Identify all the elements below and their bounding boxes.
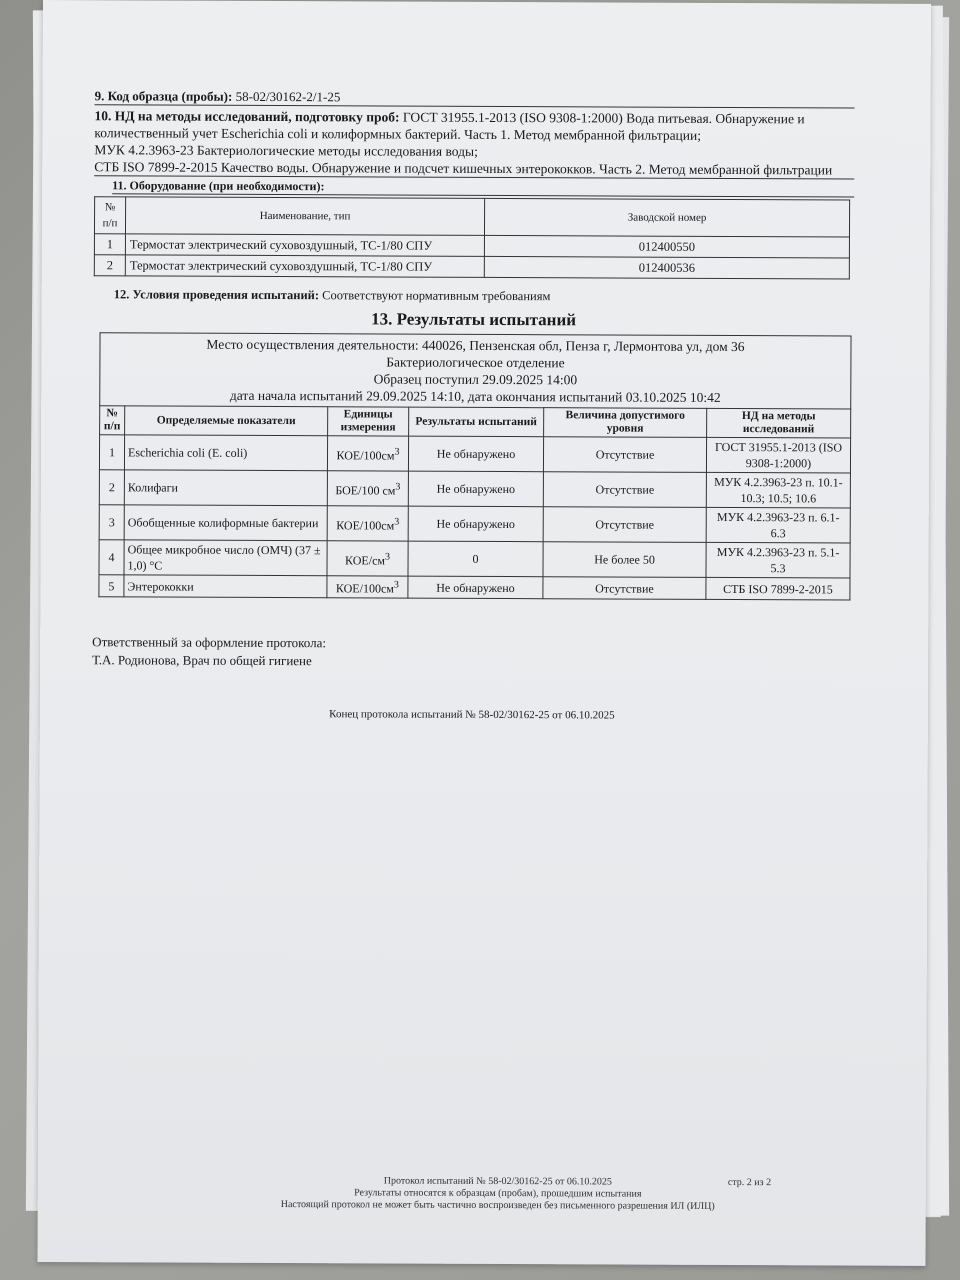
result-method: ГОСТ 31955.1-2013 (ISO 9308-1:2000) — [706, 437, 850, 473]
result-num: 2 — [99, 470, 124, 505]
footer-protocol: Протокол испытаний № 58-02/30162-25 от 06.10.2025 — [383, 1175, 612, 1188]
result-indicator: Обобщенные колиформные бактерии — [124, 505, 327, 541]
page-footer — [188, 1175, 808, 1214]
section-9 — [95, 88, 855, 108]
results-info-row — [100, 333, 851, 409]
section-10-line-2: МУК 4.2.3963-23 Бактериологические методы исследования воды; — [94, 142, 478, 159]
results-title: 13. Результаты испытаний — [371, 309, 577, 330]
section-12-label: 12. Условия проведения испытаний: — [113, 287, 320, 303]
result-value: Не обнаружено — [408, 436, 543, 472]
page-content — [92, 88, 855, 724]
result-unit: КОЕ/$см^3$ — [327, 541, 408, 576]
result-unit: КОЕ/$100см^3$ — [327, 576, 408, 598]
section-10-label: 10. НД на методы исследований, подготовку проб: — [94, 108, 400, 125]
equipment-name: Термостат электрический суховоздушный, ТС-1/80 СПУ — [125, 255, 484, 278]
equipment-col-name: Наименование, тип — [125, 197, 484, 236]
equipment-serial: 012400536 — [484, 256, 849, 279]
result-num: 3 — [99, 505, 124, 540]
section-10 — [94, 107, 854, 179]
test-conditions: Соответствуют нормативным требованиям — [319, 288, 551, 304]
equipment-num: 2 — [94, 255, 125, 276]
equipment-table — [94, 196, 850, 279]
result-indicator: Общее микробное число (ОМЧ) (37 ± 1,0) °С — [124, 540, 327, 576]
results-col-method: НД на методы исследований — [707, 408, 851, 438]
page-number: стр. 2 из 2 — [727, 1176, 772, 1189]
department: Бактериологическое отделение — [386, 354, 565, 371]
sample-code: 58-02/30162-2/1-25 — [232, 88, 341, 105]
section-11-label: 11. Оборудование (при необходимости): — [112, 178, 325, 194]
footer-disclaimer: Настоящий протокол не может быть частично воспроизведен без письменного разрешения ИЛ (ИЛЦ) — [280, 1199, 715, 1212]
table-row — [99, 470, 850, 508]
results-info — [100, 333, 851, 409]
result-unit: БОЕ/100 $см^3$ — [327, 471, 408, 506]
test-dates: дата начала испытаний 29.09.2025 14:10, дата окончания испытаний 03.10.2025 10:42 — [229, 387, 721, 405]
footer-scope: Результаты относятся к образцам (пробам), прошедшим испытания — [354, 1187, 642, 1200]
equipment-num: 1 — [94, 234, 125, 255]
result-limit: Отсутствие — [543, 472, 706, 508]
result-indicator: Колифаги — [124, 470, 327, 506]
responsible-person: Т.А. Родионова, Врач по общей гигиене — [92, 652, 312, 669]
table-row — [99, 435, 850, 473]
activity-place: Место осуществления деятельности: 440026, Пензенская обл, Пенза г, Лермонтова ул, дом 36 — [206, 336, 745, 355]
section-12 — [114, 286, 854, 305]
result-limit: Не более 50 — [543, 542, 706, 578]
table-row — [99, 540, 850, 578]
result-unit: КОЕ/$100см^3$ — [327, 506, 408, 541]
section-11 — [112, 177, 854, 197]
results-col-unit: Единицы измерения — [328, 407, 409, 436]
result-limit: Отсутствие — [543, 507, 706, 543]
section-10-line-1: ГОСТ 31955.1-2013 (ISO 9308-1:2000) Вода питьевая. Обнаружение и количественный учет Escherichia coli и колиформных бактерий. Часть 1. Метод мембранной фильтрации; — [94, 109, 805, 143]
result-limit: Отсутствие — [543, 437, 706, 473]
result-method: МУК 4.2.3963-23 п. 6.1-6.3 — [706, 507, 850, 543]
result-value: Не обнаружено — [408, 576, 543, 599]
result-num: 4 — [99, 540, 124, 575]
results-table — [98, 332, 851, 600]
sample-received: Образец поступил 29.09.2025 14:00 — [373, 371, 578, 388]
result-method: СТБ ISO 7899-2-2015 — [706, 577, 850, 600]
table-row — [99, 575, 850, 600]
results-header-row — [100, 406, 851, 438]
result-value: 0 — [408, 541, 543, 577]
result-unit: КОЕ/$100см^3$ — [327, 436, 408, 471]
equipment-header-row — [94, 197, 849, 237]
table-row — [94, 255, 849, 279]
responsible-block — [92, 633, 852, 672]
results-col-limit: Величина допустимого уровня — [544, 408, 707, 438]
results-col-indicator: Определяемые показатели — [125, 406, 328, 436]
result-indicator: Escherichia coli (E. coli) — [124, 435, 327, 471]
equipment-col-serial: Заводской номер — [484, 198, 849, 237]
equipment-col-num: № п/п — [94, 197, 125, 234]
result-value: Не обнаружено — [408, 506, 543, 542]
equipment-name: Термостат электрический суховоздушный, ТС-1/80 СПУ — [125, 234, 484, 257]
section-10-line-3: СТБ ISO 7899-2-2015 Качество воды. Обнаружение и подсчет кишечных энтерококков. Часть 2. Метод мембранной фильтрации — [94, 159, 833, 178]
result-limit: Отсутствие — [543, 577, 706, 600]
table-row — [99, 505, 850, 543]
result-value: Не обнаружено — [408, 471, 543, 507]
results-col-num: № п/п — [100, 406, 125, 435]
result-method: МУК 4.2.3963-23 п. 5.1-5.3 — [706, 542, 850, 578]
result-num: 1 — [99, 435, 124, 470]
equipment-serial: 012400550 — [484, 235, 849, 258]
section-9-label: 9. Код образца (пробы): — [94, 88, 233, 104]
document-page — [37, 0, 930, 1266]
result-num: 5 — [99, 575, 124, 597]
result-method: МУК 4.2.3963-23 п. 10.1-10.3; 10.5; 10.6 — [706, 472, 850, 508]
result-indicator: Энтерококки — [124, 575, 327, 598]
protocol-end: Конец протокола испытаний № 58-02/30162-25 от 06.10.2025 — [329, 708, 615, 722]
results-col-result: Результаты испытаний — [409, 407, 544, 437]
responsible-label: Ответственный за оформление протокола: — [92, 634, 327, 651]
